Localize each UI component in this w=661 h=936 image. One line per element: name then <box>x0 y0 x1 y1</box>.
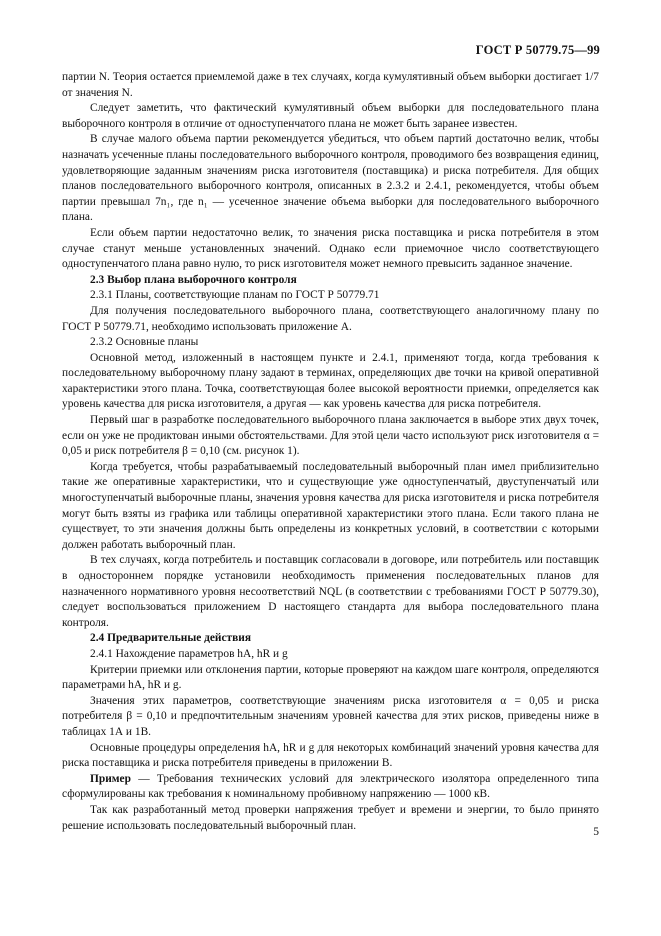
paragraph: 2.3.1 Планы, соответствующие планам по ГОСТ Р 50779.71 <box>90 289 380 302</box>
section-heading: 2.3 Выбор плана выборочного контроля <box>90 273 297 286</box>
paragraph: Так как разработанный метод проверки напряжения требует и времени и энергии, то было принято решение использовать последовательный выборочный план. <box>62 803 599 832</box>
page-number: 5 <box>593 826 599 838</box>
paragraph: Значения этих параметров, соответствующие значениям риска изготовителя α = 0,05 и риска потребителя β = 0,10 и предпочтительным значениям уровней качества для этих рисков, приведены ниже в таблицах 1А и 1В. <box>62 694 599 738</box>
paragraph: 2.4.1 Нахождение параметров hA, hR и g <box>90 647 288 660</box>
example-text: — Требования технических условий для электрического изолятора определенного типа сформулированы как требования к номинальному пробивному напряжению — 1000 кВ. <box>62 772 599 801</box>
paragraph: В тех случаях, когда потребитель и поставщик согласовали в договоре, или потребитель или поставщик в одностороннем порядке установили необходимость применения последовательных планов для назначенного нормативного уровня несоответствий NQL (в соответствии с требованиями ГОСТ Р 50779.30), следует воспользоваться приложением D настоящего стандарта для выбора последовательного плана контроля. <box>62 554 599 629</box>
standard-number-header: ГОСТ Р 50779.75—99 <box>475 43 600 57</box>
paragraph: Критерии приемки или отклонения партии, которые проверяют на каждом шаге контроля, определяются параметрами hA, hR и g. <box>62 663 599 692</box>
document-body <box>62 70 599 834</box>
paragraph: Если объем партии недостаточно велик, то значения риска поставщика и риска потребителя в этом случае станут меньше установленных значений. Однако если приемочное число соответствующего одноступенчатого плана равно нулю, то риск изготовителя может немного превысить заданное значение. <box>62 226 599 271</box>
paragraph-continuation: партии N. Теория остается приемлемой даже в тех случаях, когда кумулятивный объем выборки достигает 1/7 от значения N. <box>62 71 599 99</box>
paragraph: Для получения последовательного выборочного плана, соответствующего аналогичному плану по ГОСТ Р 50779.71, необходимо использовать приложение А. <box>62 304 599 333</box>
example-paragraph <box>62 772 599 803</box>
paragraph: В случае малого объема партии рекомендуется убедиться, что объем партий достаточно велик, чтобы назначать усеченные планы последовательного выборочного контроля, проводимого без возвращения единиц, удовлетворяющие заданным значениям риска изготовителя (поставщика) и риска потребителя. Для общих планов последовательного выборочного контроля, описанных в 2.3.2 и 2.4.1, рекомендуется, чтобы объем партии превышал 7n₁, где n₁ — усеченное значение объема выборки для последовательного выборочного плана. <box>62 133 599 224</box>
paragraph: Основные процедуры определения hA, hR и g для некоторых комбинаций значений уровня качества для риска поставщика и риска потребителя приведены в приложении В. <box>62 741 599 770</box>
paragraph: Когда требуется, чтобы разрабатываемый последовательный выборочный план имел приблизительно такие же оперативные характеристики, что и существующие уже одноступенчатый, двуступенчатый или многоступенчатый выборочные планы, значения уровня качества для риска изготовителя и риска потребителя могут быть взяты из графика или таблицы оперативной характеристики этого плана. Если такого плана не существует, то эти значения должны быть определены из конкретных условий, в соответствии с которыми должен работать выборочный план. <box>62 460 599 551</box>
paragraph: Следует заметить, что фактический кумулятивный объем выборки для последовательного плана выборочного контроля в отличие от одноступенчатого плана не может быть заранее известен. <box>62 102 599 130</box>
paragraph: 2.3.2 Основные планы <box>90 336 199 349</box>
paragraph: Основной метод, изложенный в настоящем пункте и 2.4.1, применяют тогда, когда требования к последовательному выборочному плану задают в терминах, определяющих две точки на кривой оперативной характеристики этого плана. Точка, соответствующая более высокой вероятности приемки, определяется как уровень качества для риска изготовителя, а другая — как уровень качества для риска потребителя. <box>62 351 599 411</box>
paragraph: Первый шаг в разработке последовательного выборочного плана заключается в выборе этих двух точек, если он уже не продиктован иными обстоятельствами. Для этой цели часто используют риск изготовителя α = 0,05 и риск потребителя β = 0,10 (см. рисунок 1). <box>62 414 599 458</box>
section-heading: 2.4 Предварительные действия <box>90 632 252 645</box>
example-label: Пример <box>90 772 131 785</box>
